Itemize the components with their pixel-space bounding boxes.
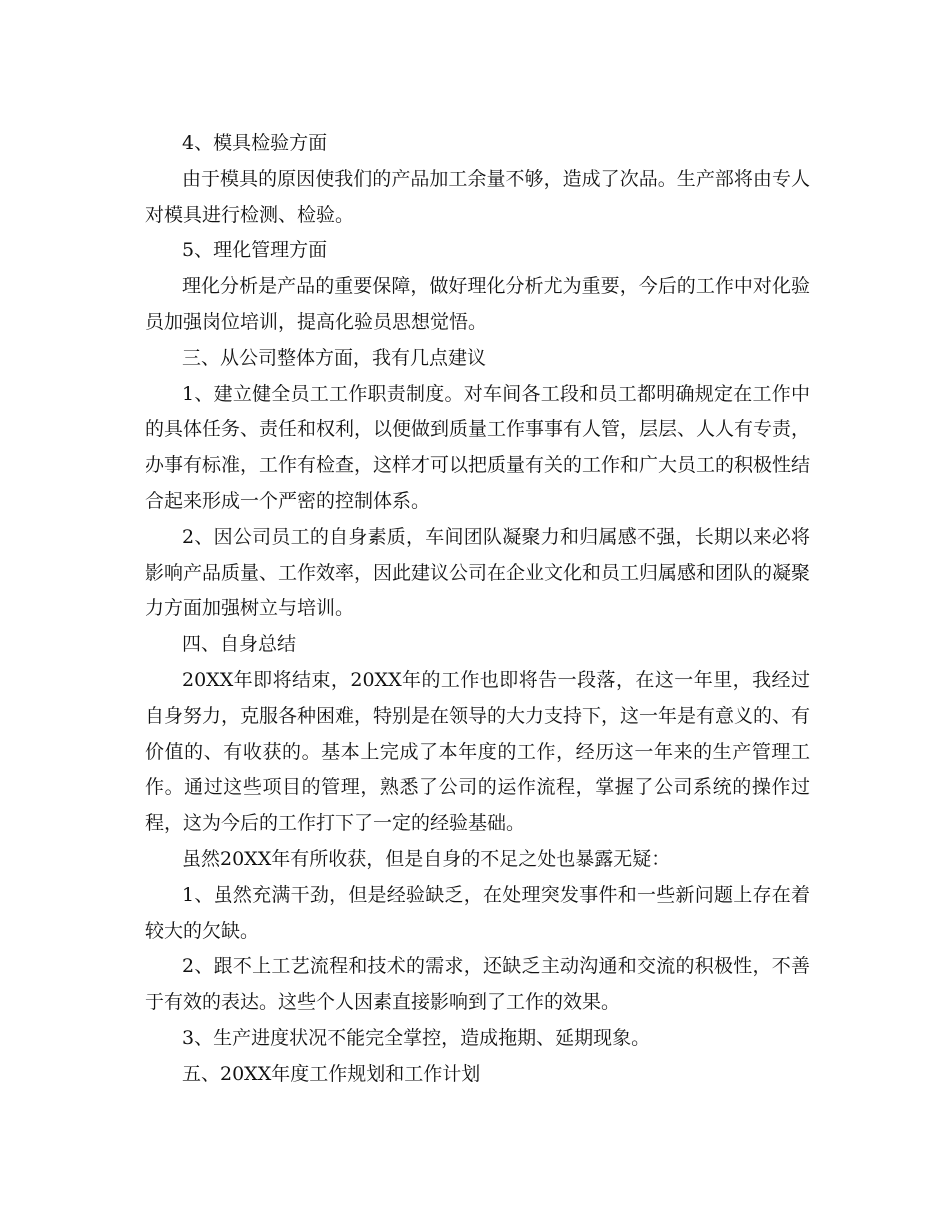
heading-mold-inspection: 4、模具检验方面 (182, 132, 328, 154)
paragraph-shortcomings-intro: 虽然20XX年有所收获，但是自身的不足之处也暴露无疑： (182, 847, 671, 870)
paragraph-suggestion-2: 2、因公司员工的自身素质，车间团队凝聚力和归属感不强，长期以来必将影响产品质量、工作效率，因此建议公司在企业文化和员工归属感和团队的凝聚力方面加强树立与培训。 (145, 525, 811, 620)
heading-physicochemical-management: 5、理化管理方面 (182, 239, 328, 262)
paragraph-physicochemical-management: 理化分析是产品的重要保障，做好理化分析尤为重要，今后的工作中对化验员加强岗位培训，提高化验员思想觉悟。 (145, 275, 810, 333)
heading-self-summary: 四、自身总结 (182, 633, 297, 656)
heading-company-suggestions: 三、从公司整体方面，我有几点建议 (182, 346, 487, 369)
paragraph-shortcoming-1: 1、虽然充满干劲，但是经验缺乏，在处理突发事件和一些新问题上存在着较大的欠缺。 (145, 883, 810, 942)
paragraph-suggestion-1: 1、建立健全员工工作职责制度。对车间各工段和员工都明确规定在工作中的具体任务、责任和权利，以便做到质量工作事事有人管，层层、人人有专责，办事有标准，工作有检查，这样才可以把质量有关的工作和广大员工的积极性结合起来形成一个严密的控制体系。 (145, 382, 811, 512)
document-body (145, 126, 810, 1093)
paragraph-shortcoming-3: 3、生产进度状况不能完全掌控，造成拖期、延期现象。 (182, 1026, 651, 1049)
heading-work-plan: 五、20XX年度工作规划和工作计划 (182, 1062, 481, 1085)
paragraph-self-summary: 20XX年即将结束，20XX年的工作也即将告一段落，在这一年里，我经过自身努力，克服各种困难，特别是在领导的大力支持下，这一年是有意义的、有价值的、有收获的。基本上完成了本年度的工作，经历这一年来的生产管理工作。通过这些项目的管理，熟悉了公司的运作流程，掌握了公司系统的操作过程，这为今后的工作打下了一定的经验基础。 (145, 668, 811, 835)
paragraph-mold-inspection: 由于模具的原因使我们的产品加工余量不够，造成了次品。生产部将由专人对模具进行检测、检验。 (145, 167, 810, 226)
paragraph-shortcoming-2: 2、跟不上工艺流程和技术的需求，还缺乏主动沟通和交流的积极性，不善于有效的表达。这些个人因素直接影响到了工作的效果。 (145, 955, 810, 1014)
